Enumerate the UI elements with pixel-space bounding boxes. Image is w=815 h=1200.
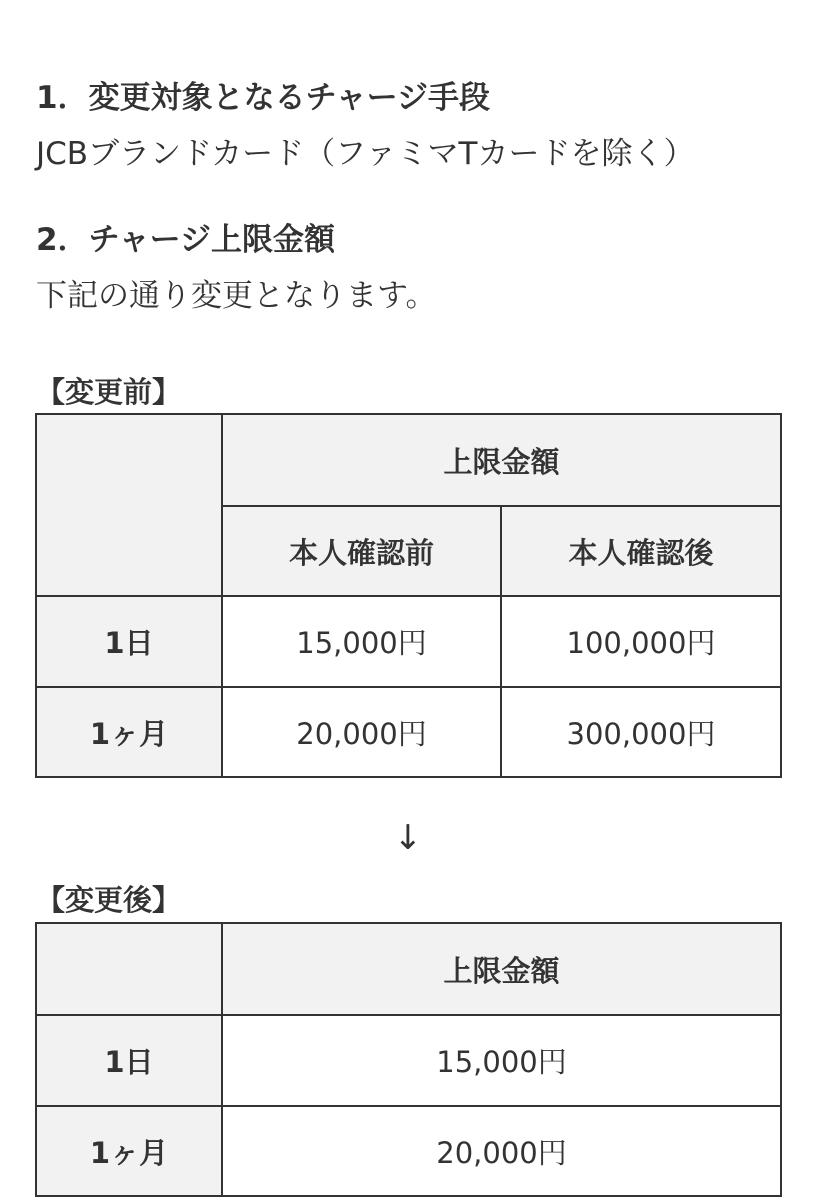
- corner-cell: [36, 414, 222, 596]
- daily-limit-after-verification: 100,000円: [501, 596, 781, 687]
- corner-cell: [36, 923, 222, 1015]
- after-limits-table: [35, 922, 782, 1197]
- table-row: [36, 923, 781, 1015]
- section1-heading: 1．変更対象となるチャージ手段: [36, 80, 491, 116]
- monthly-limit: 20,000円: [222, 1106, 781, 1196]
- down-arrow-icon: ↓: [393, 818, 423, 858]
- table-row: [36, 687, 781, 777]
- monthly-limit-after-verification: 300,000円: [501, 687, 781, 777]
- table-row: [36, 414, 781, 506]
- row-label-daily: 1日: [36, 1015, 222, 1106]
- monthly-limit-before-verification: 20,000円: [222, 687, 501, 777]
- section2-heading: 2．チャージ上限金額: [36, 222, 336, 258]
- before-table-label: 【変更前】: [36, 375, 182, 409]
- row-label-monthly: 1ヶ月: [36, 1106, 222, 1196]
- after-verification-header: 本人確認後: [501, 506, 781, 596]
- section2-text: 下記の通り変更となります。: [36, 278, 437, 314]
- before-limits-table: [35, 413, 782, 778]
- table-row: [36, 596, 781, 687]
- before-verification-header: 本人確認前: [222, 506, 501, 596]
- after-table-label: 【変更後】: [36, 883, 182, 917]
- section1-text: JCBブランドカード（ファミマTカードを除く）: [36, 136, 695, 172]
- daily-limit-before-verification: 15,000円: [222, 596, 501, 687]
- table-row: [36, 1015, 781, 1106]
- limit-amount-header: 上限金額: [222, 414, 781, 506]
- row-label-daily: 1日: [36, 596, 222, 687]
- daily-limit: 15,000円: [222, 1015, 781, 1106]
- limit-amount-header: 上限金額: [222, 923, 781, 1015]
- table-row: [36, 1106, 781, 1196]
- row-label-monthly: 1ヶ月: [36, 687, 222, 777]
